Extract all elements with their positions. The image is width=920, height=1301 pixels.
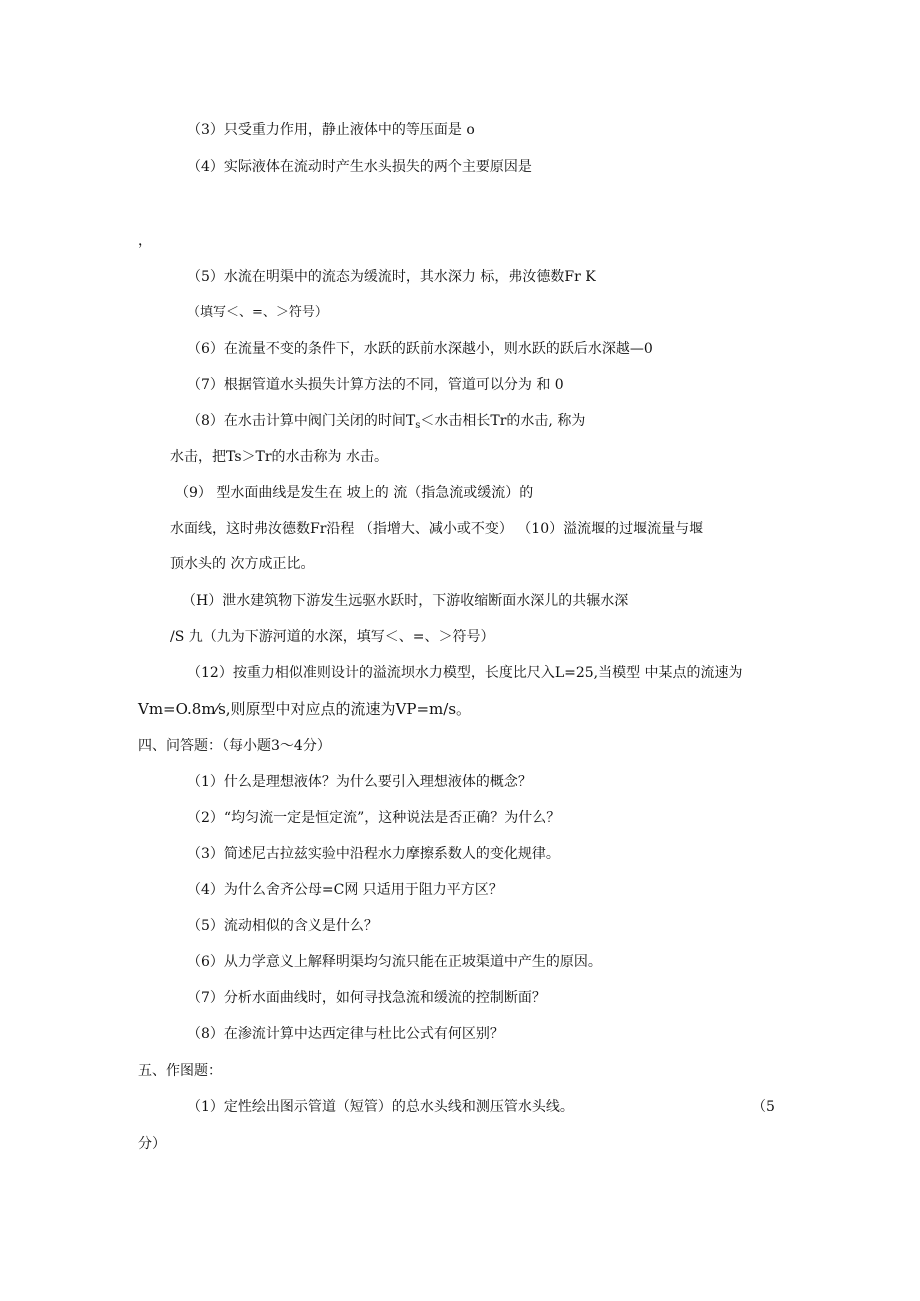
question-9-10: 水面线，这时弗汝德数Fr沿程 （指增大、减小或不变） （10）溢流堰的过堰流量与堰 — [170, 521, 704, 537]
question-8-suffix: ＜水击相长Tr的水击, 称为 — [420, 413, 586, 429]
list-item: （5）流动相似的含义是什么？ — [187, 918, 378, 934]
question-5-note: （填写＜、=、＞符号） — [187, 305, 328, 320]
score-label: （5 — [752, 1099, 775, 1115]
question-8 — [187, 412, 585, 435]
question-7: （7）根据管道水头损失计算方法的不同，管道可以分为 和 0 — [187, 377, 564, 393]
question-5: （5）水流在明渠中的流态为缓流时，其水深力 标，弗汝德数Fr K — [187, 269, 596, 285]
score-label-cont: 分） — [138, 1136, 166, 1152]
question-10-cont: 顶水头的 次方成正比。 — [170, 556, 315, 572]
list-item: （6）从力学意义上解释明渠均匀流只能在正坡渠道中产生的原因。 — [187, 954, 602, 970]
drawing-task-1: （1）定性绘出图示管道（短管）的总水头线和测压管水头线。 — [187, 1099, 574, 1115]
section-4-heading: 四、问答题：（每小题3～4分） — [138, 738, 331, 754]
stray-comma: ， — [138, 233, 152, 249]
question-4: （4）实际液体在流动时产生水头损失的两个主要原因是 — [187, 159, 532, 175]
list-item: （4）为什么舍齐公母=C网 只适用于阻力平方区？ — [187, 882, 503, 898]
question-9: （9） 型水面曲线是发生在 坡上的 流（指急流或缓流）的 — [175, 485, 534, 501]
list-item: （7）分析水面曲线时，如何寻找急流和缓流的控制断面？ — [187, 990, 546, 1006]
list-item: （8）在渗流计算中达西定律与杜比公式有何区别？ — [187, 1026, 504, 1042]
question-3: （3）只受重力作用，静止液体中的等压面是 o — [187, 122, 475, 138]
list-item: （1）什么是理想液体？为什么要引入理想液体的概念？ — [187, 774, 532, 790]
section-5-heading: 五、作图题： — [138, 1063, 222, 1079]
list-item: （2）“均匀流一定是恒定流”，这种说法是否正确？为什么？ — [187, 810, 561, 826]
question-11: （H）泄水建筑物下游发生远驱水跃时，下游收缩断面水深儿的共辗水深 — [182, 593, 629, 609]
question-12-cont: Vm=O.8m⁄s,则原型中对应点的流速为VP=m/s。 — [138, 700, 472, 718]
question-8-cont: 水击，把Ts＞Tr的水击称为 水击。 — [170, 449, 388, 465]
question-11-cont: /S 九（九为下游河道的水深，填写＜、=、＞符号） — [170, 629, 495, 645]
subscript-s: s — [415, 420, 421, 431]
question-8-prefix: （8）在水击计算中阀门关闭的时间T — [187, 413, 416, 429]
question-6: （6）在流量不变的条件下，水跃的跃前水深越小，则水跃的跃后水深越—0 — [187, 341, 653, 357]
question-12: （12）按重力相似准则设计的溢流坝水力模型，长度比尺入L=25,当模型 中某点的流速为 — [187, 665, 743, 681]
list-item: （3）简述尼古拉兹实验中沿程水力摩擦系数人的变化规律。 — [187, 846, 560, 862]
